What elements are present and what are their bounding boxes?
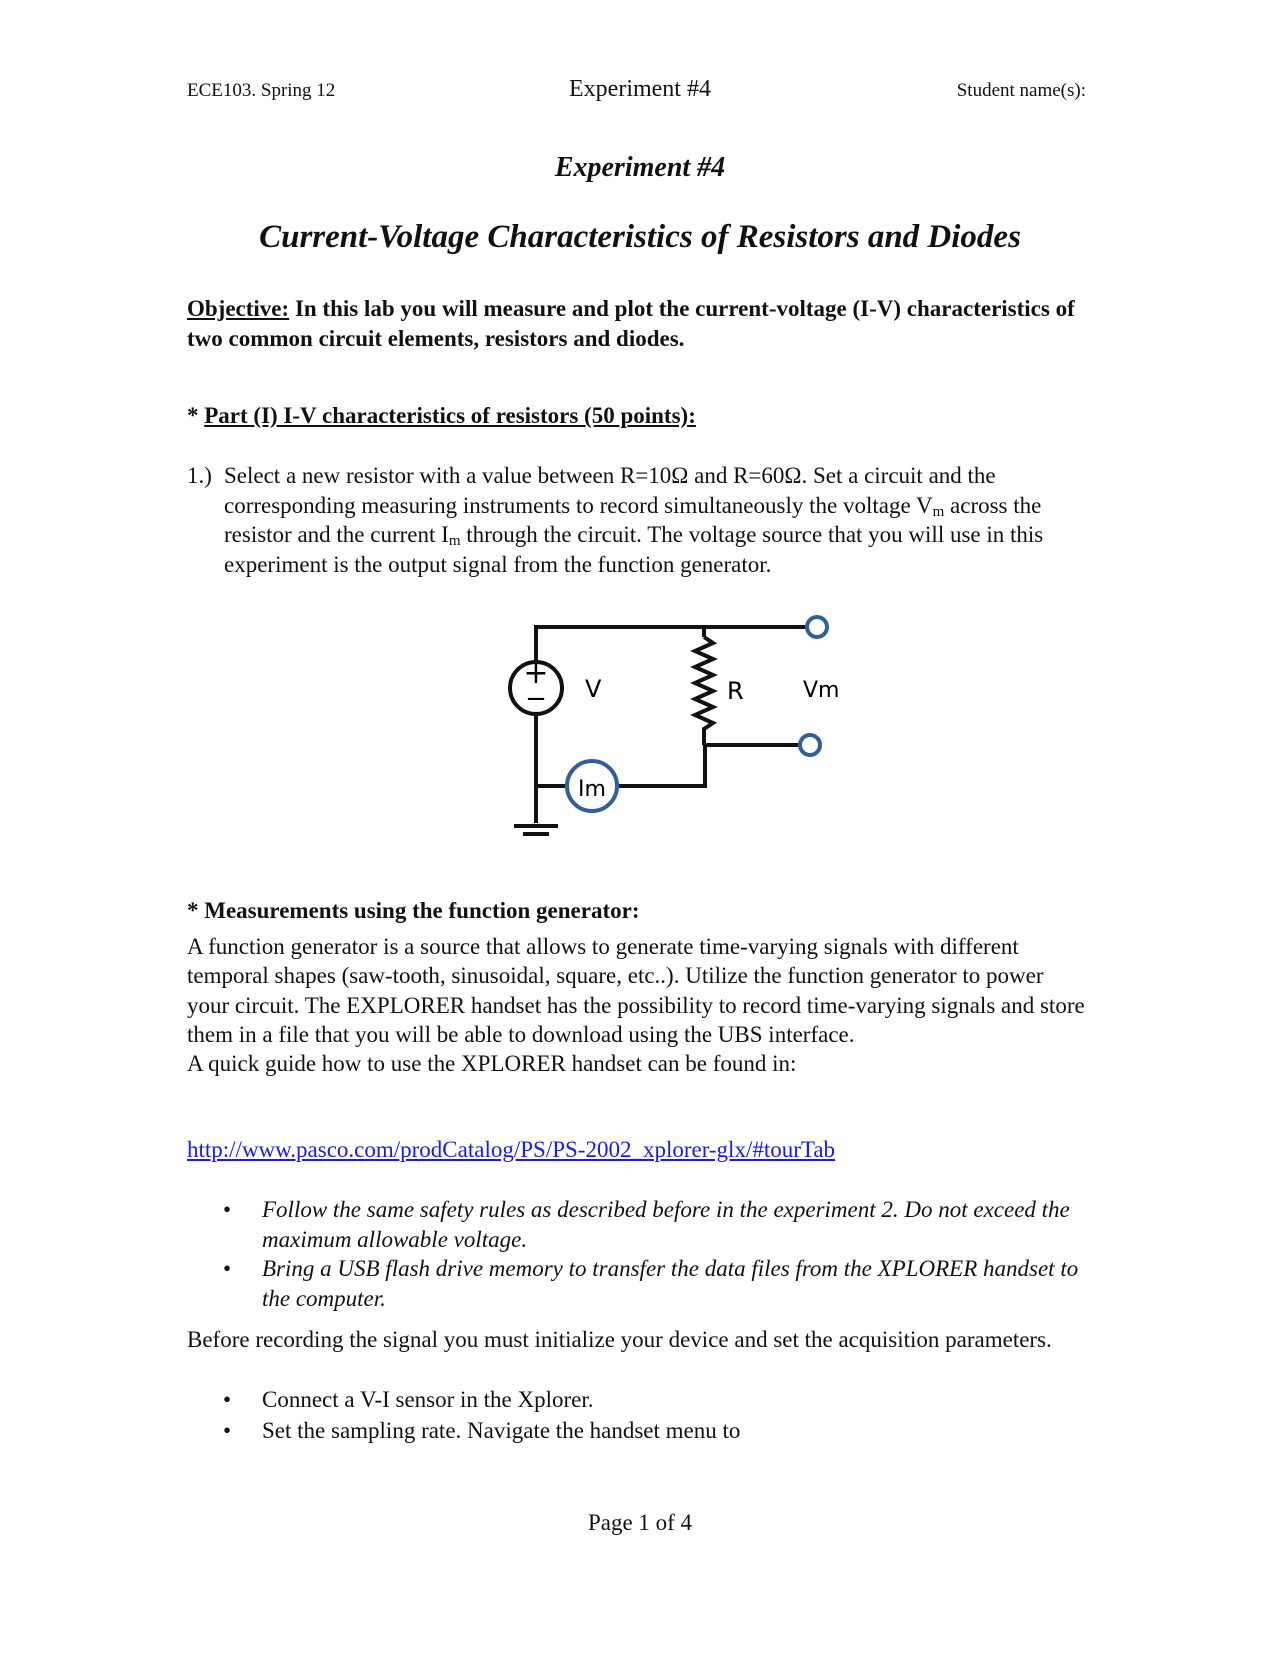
part1-heading xyxy=(187,403,696,429)
circuit-diagram xyxy=(490,605,870,865)
voltage-source xyxy=(510,656,562,714)
objective-label: Objective: xyxy=(187,296,290,321)
current-meter-label: Im xyxy=(578,777,606,802)
step-connect-sensor: Connect a V-I sensor in the Xplorer. xyxy=(262,1387,594,1412)
safety-notes-list xyxy=(187,1195,1087,1313)
step-1 xyxy=(187,461,1087,579)
header-student-names: Student name(s): xyxy=(956,80,1086,101)
header-experiment: Experiment #4 xyxy=(569,76,711,102)
bullet-icon: • xyxy=(223,1197,232,1222)
measurements-paragraph-2: A quick guide how to use the XPLORER handset can be found in: xyxy=(187,1051,797,1077)
objective-text: In this lab you will measure and plot the current-voltage (I-V) characteristics of two common circuit elements, resistors and diodes. xyxy=(187,296,1075,351)
measurements-paragraph-1: A function generator is a source that allows to generate time-varying signals with different temporal shapes (saw-tooth, sinusoidal, square, etc..). Utilize the function generator to power your circuit. The EXPLORER handset has the possibility to record time-varying signals and store them in a file that you will be able to download using the UBS interface. xyxy=(187,934,1085,1047)
step-1-number: 1.) xyxy=(187,463,212,488)
objective-paragraph xyxy=(187,294,1087,354)
part1-prefix: * xyxy=(187,403,205,428)
step-1-text-a: Select a new resistor with a value between R=10Ω and R=60Ω. Set a circuit and the corresponding measuring instruments to record simultaneously the voltage V xyxy=(224,463,996,518)
step-1-text-c: through the circuit. The voltage source that you will use in this experiment is the output signal from the function generator. xyxy=(224,522,1044,577)
voltage-meter-label: Vm xyxy=(803,678,840,703)
bullet-icon: • xyxy=(223,1256,232,1281)
source-minus: − xyxy=(525,684,547,714)
terminal-bottom xyxy=(800,735,820,755)
page-number: Page 1 of 4 xyxy=(587,1510,693,1535)
step-1-text xyxy=(224,461,1087,579)
setup-steps-list xyxy=(187,1384,1087,1446)
source-label: V xyxy=(585,675,602,703)
header-course: ECE103. Spring 12 xyxy=(187,80,336,101)
terminal-top xyxy=(807,617,827,637)
experiment-title: Experiment #4 xyxy=(554,152,726,183)
bullet-icon: • xyxy=(223,1387,232,1412)
list-item xyxy=(187,1384,1087,1415)
list-item xyxy=(187,1254,1087,1313)
list-item xyxy=(187,1415,1087,1446)
step-1-sub-a: m xyxy=(932,503,945,520)
current-meter xyxy=(567,761,617,811)
circuit-wires xyxy=(514,627,817,834)
document-title: Current-Voltage Characteristics of Resistors and Diodes xyxy=(259,219,1021,255)
bullet-icon: • xyxy=(223,1418,232,1443)
step-1-sub-b: m xyxy=(448,533,461,549)
part1-heading-text: Part (I) I-V characteristics of resistors (50 points): xyxy=(204,403,696,428)
resistor-zigzag xyxy=(695,637,713,745)
note-usb: Bring a USB flash drive memory to transfer the data files from the XPLORER handset to the computer. xyxy=(262,1256,1079,1311)
step-sampling-rate: Set the sampling rate. Navigate the handset menu to xyxy=(262,1418,741,1443)
note-safety: Follow the same safety rules as described before in the experiment 2. Do not exceed the maximum allowable voltage. xyxy=(262,1197,1070,1252)
resistor-label: R xyxy=(727,677,744,705)
list-item xyxy=(187,1195,1087,1254)
pasco-guide-link[interactable]: http://www.pasco.com/prodCatalog/PS/PS-2002_xplorer-glx/#tourTab xyxy=(187,1137,836,1162)
before-recording-paragraph: Before recording the signal you must initialize your device and set the acquisition parameters. xyxy=(187,1327,1052,1352)
measurements-heading: * Measurements using the function generator: xyxy=(187,898,640,923)
measurements-body xyxy=(187,932,1087,1078)
step-1-text-b: across the resistor and the current I xyxy=(224,492,1042,547)
source-plus: + xyxy=(523,656,549,691)
